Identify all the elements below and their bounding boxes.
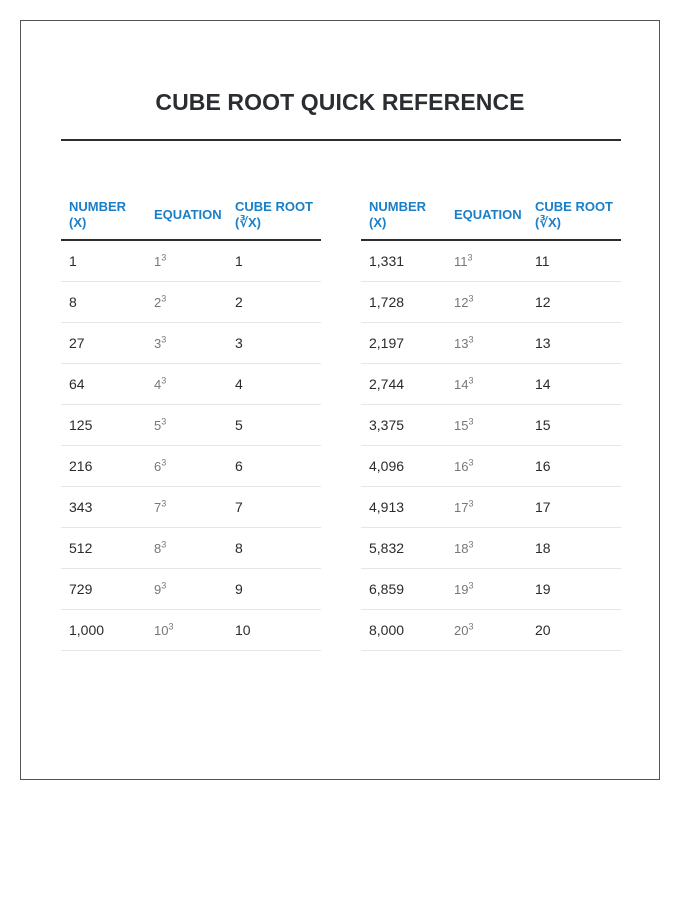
table-row (61, 323, 321, 364)
equation-base: 20 (454, 622, 469, 638)
cell-cube-root: 13 (535, 335, 551, 351)
table-row (361, 323, 621, 364)
cell-cube-root: 16 (535, 458, 551, 474)
cell-cube-root: 11 (535, 253, 550, 269)
cell-equation (146, 582, 227, 597)
page-title: CUBE ROOT QUICK REFERENCE (155, 89, 525, 115)
cell-number: 512 (69, 540, 93, 556)
equation-exponent: 3 (468, 498, 474, 509)
cell-number: 6,859 (369, 581, 405, 597)
equation-base: 2 (154, 294, 162, 310)
table-row (361, 364, 621, 405)
table-row (61, 528, 321, 569)
table-body (361, 241, 621, 651)
header-cube-root-line2: (∛X) (535, 215, 561, 230)
table-row (361, 405, 621, 446)
cell-equation (446, 623, 527, 638)
equation-exponent: 3 (468, 293, 474, 304)
cube-root-table-left (61, 191, 321, 651)
equation-base: 15 (454, 417, 469, 433)
cell-cube-root: 12 (535, 294, 551, 310)
equation-exponent: 3 (161, 416, 167, 427)
equation-exponent: 3 (161, 580, 167, 591)
cell-number: 343 (69, 499, 93, 515)
header-equation: EQUATION (454, 207, 522, 222)
equation-exponent: 3 (161, 539, 167, 550)
header-cube-root-line1: CUBE ROOT (535, 199, 613, 214)
cell-number: 4,913 (369, 499, 405, 515)
cell-number: 125 (69, 417, 93, 433)
cell-cube-root: 1 (235, 253, 243, 269)
cell-equation (446, 500, 527, 515)
equation-exponent: 3 (161, 293, 167, 304)
equation-exponent: 3 (161, 457, 167, 468)
equation-base: 3 (154, 335, 162, 351)
header-cube-root-line1: CUBE ROOT (235, 199, 313, 214)
header-equation: EQUATION (154, 207, 222, 222)
equation-exponent: 3 (168, 621, 174, 632)
header-cube-root (527, 199, 621, 231)
reference-card (20, 20, 660, 780)
equation-exponent: 3 (468, 580, 474, 591)
equation-base: 4 (154, 376, 162, 392)
cell-number: 8,000 (369, 622, 405, 638)
table-row (61, 364, 321, 405)
cell-number: 5,832 (369, 540, 405, 556)
cell-equation (446, 295, 527, 310)
cell-cube-root: 19 (535, 581, 551, 597)
cell-equation (446, 541, 527, 556)
table-row (61, 446, 321, 487)
cell-cube-root: 15 (535, 417, 551, 433)
equation-exponent: 3 (161, 252, 167, 263)
equation-base: 8 (154, 540, 162, 556)
equation-exponent: 3 (468, 621, 474, 632)
table-header (361, 191, 621, 241)
cell-equation (146, 377, 227, 392)
cell-number: 1,331 (369, 253, 405, 269)
header-cube-root (227, 199, 321, 231)
table-row (361, 569, 621, 610)
cell-equation (146, 254, 227, 269)
cell-number: 216 (69, 458, 93, 474)
equation-base: 11 (454, 253, 468, 269)
table-row (361, 446, 621, 487)
cell-number: 8 (69, 294, 77, 310)
equation-base: 10 (154, 622, 169, 638)
cell-cube-root: 18 (535, 540, 551, 556)
cell-number: 1 (69, 253, 77, 269)
cell-cube-root: 14 (535, 376, 551, 392)
table-header (61, 191, 321, 241)
equation-base: 19 (454, 581, 469, 597)
cell-number: 2,197 (369, 335, 405, 351)
cell-cube-root: 5 (235, 417, 243, 433)
equation-exponent: 3 (468, 416, 474, 427)
cell-number: 3,375 (369, 417, 405, 433)
cell-equation (146, 623, 227, 638)
equation-base: 16 (454, 458, 469, 474)
cell-equation (146, 500, 227, 515)
cell-number: 27 (69, 335, 85, 351)
table-row (61, 569, 321, 610)
table-row (61, 487, 321, 528)
cell-number: 1,728 (369, 294, 405, 310)
cell-equation (446, 418, 527, 433)
equation-base: 1 (154, 253, 162, 269)
table-row (61, 241, 321, 282)
cell-cube-root: 3 (235, 335, 243, 351)
table-row (361, 241, 621, 282)
equation-exponent: 3 (467, 252, 473, 263)
cell-equation (146, 295, 227, 310)
table-row (61, 610, 321, 651)
equation-exponent: 3 (161, 498, 167, 509)
equation-exponent: 3 (468, 539, 474, 550)
equation-base: 17 (454, 499, 469, 515)
equation-base: 6 (154, 458, 162, 474)
header-number-line1: NUMBER (369, 199, 427, 214)
equation-base: 9 (154, 581, 162, 597)
equation-exponent: 3 (468, 375, 474, 386)
cell-cube-root: 10 (235, 622, 251, 638)
table-row (361, 528, 621, 569)
equation-exponent: 3 (161, 375, 167, 386)
cube-root-table-right (361, 191, 621, 651)
cell-cube-root: 9 (235, 581, 243, 597)
cell-cube-root: 7 (235, 499, 243, 515)
cell-equation (146, 459, 227, 474)
equation-exponent: 3 (468, 457, 474, 468)
table-row (361, 610, 621, 651)
equation-base: 5 (154, 417, 162, 433)
cell-equation (446, 582, 527, 597)
cell-cube-root: 6 (235, 458, 243, 474)
cell-cube-root: 2 (235, 294, 243, 310)
equation-base: 18 (454, 540, 469, 556)
equation-base: 13 (454, 335, 469, 351)
cell-equation (146, 336, 227, 351)
cell-number: 2,744 (369, 376, 405, 392)
header-number-line1: NUMBER (69, 199, 127, 214)
header-number (361, 199, 446, 231)
cell-cube-root: 8 (235, 540, 243, 556)
cell-equation (446, 377, 527, 392)
cell-number: 729 (69, 581, 93, 597)
cell-number: 4,096 (369, 458, 405, 474)
table-row (61, 405, 321, 446)
table-row (361, 282, 621, 323)
cell-number: 1,000 (69, 622, 105, 638)
cell-cube-root: 17 (535, 499, 551, 515)
title-divider (61, 139, 621, 141)
cell-equation (446, 336, 527, 351)
equation-base: 12 (454, 294, 469, 310)
cell-equation (146, 541, 227, 556)
header-cube-root-line2: (∛X) (235, 215, 261, 230)
table-row (61, 282, 321, 323)
equation-base: 7 (154, 499, 162, 515)
header-number (61, 199, 146, 231)
table-row (361, 487, 621, 528)
header-number-line2: (X) (69, 215, 87, 230)
cell-cube-root: 20 (535, 622, 551, 638)
table-body (61, 241, 321, 651)
cell-equation (446, 459, 527, 474)
cell-equation (446, 254, 527, 269)
equation-base: 14 (454, 376, 469, 392)
cell-cube-root: 4 (235, 376, 243, 392)
equation-exponent: 3 (468, 334, 474, 345)
equation-exponent: 3 (161, 334, 167, 345)
header-number-line2: (X) (369, 215, 387, 230)
cell-equation (146, 418, 227, 433)
cell-number: 64 (69, 376, 85, 392)
